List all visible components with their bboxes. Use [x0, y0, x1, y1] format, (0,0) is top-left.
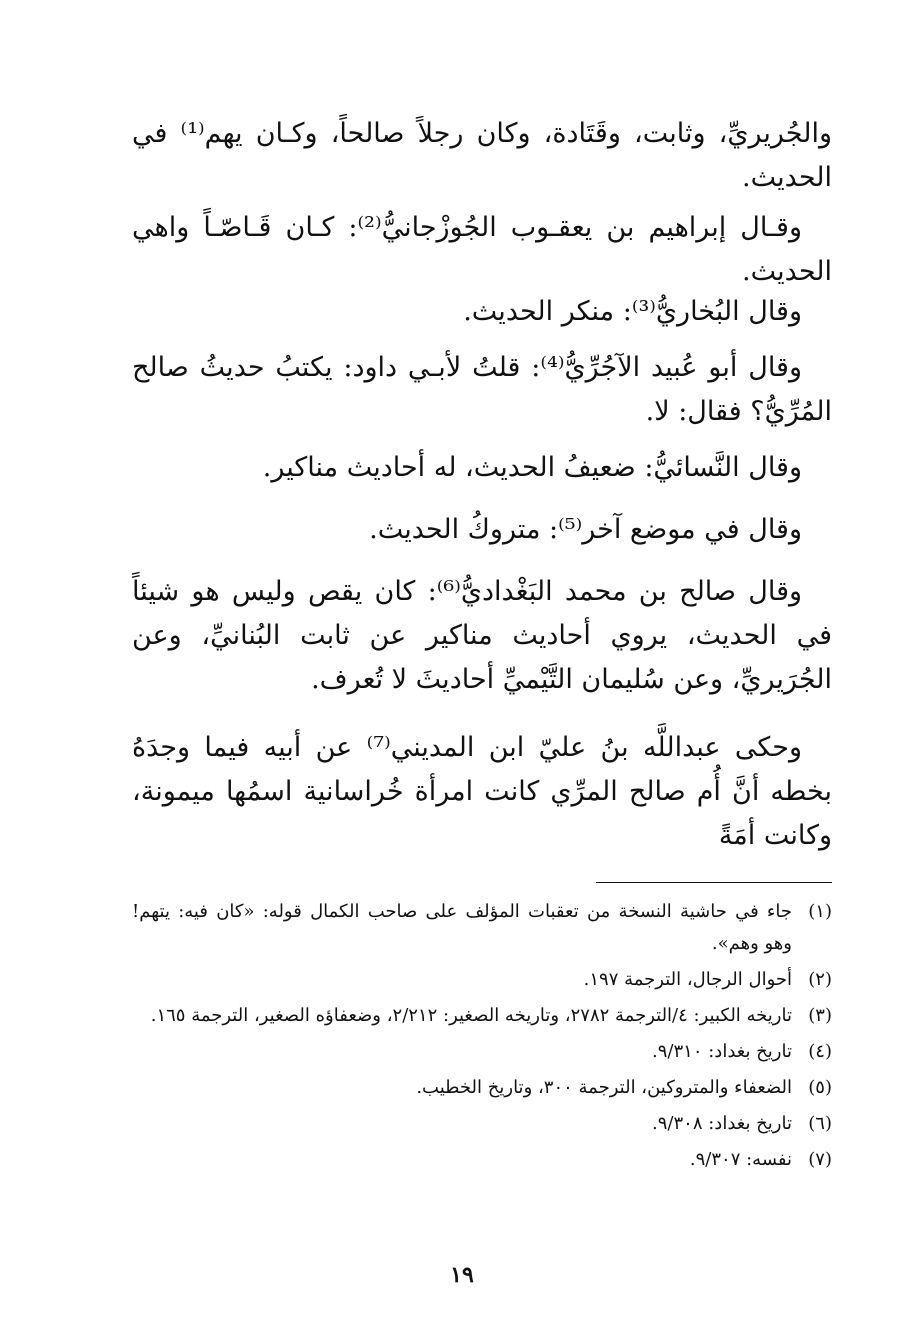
paragraph-text: والجُريريِّ، وثابت، وقَتَادة، وكان رجلاً صالحاً، وكـان يهم⁽¹⁾ في الحديث. — [132, 118, 833, 193]
paragraph-2 — [132, 206, 832, 294]
paragraph-text: وقال أبو عُبيد الآجُرِّيُّ⁽⁴⁾: قلتُ لأبـي داود: يكتبُ حديثُ صالح المُرِّيُّ؟ فقال: لا. — [132, 352, 832, 427]
footnote-4 — [132, 1036, 832, 1068]
footnote-1 — [132, 896, 832, 960]
paragraph-text: وحكى عبداللَّه بنُ عليّ ابن المديني⁽⁷⁾ عن أبيه فيما وجدَهُ بخطه أنَّ أُم صالح المرِّي كانت امرأة خُراسانية اسمُها ميمونة، وكانت أمَةً — [132, 732, 832, 851]
paragraph-text: وقال في موضع آخر⁽⁵⁾: متروكُ الحديث. — [369, 514, 802, 545]
footnote-text: تاريخ بغداد: ٩/٣١٠. — [652, 1041, 792, 1062]
footnote-text: الضعفاء والمتروكين، الترجمة ٣٠٠، وتاريخ الخطيب. — [416, 1077, 792, 1098]
footnote-text: أحوال الرجال، الترجمة ١٩٧. — [583, 969, 792, 990]
footnote-5 — [132, 1072, 832, 1104]
footnote-divider — [596, 882, 832, 883]
paragraph-8 — [132, 726, 832, 858]
paragraph-text: وقال النَّسائيُّ: ضعيفُ الحديث، له أحاديث مناكير. — [262, 452, 802, 483]
paragraph-5 — [132, 446, 832, 490]
paragraph-1 — [132, 112, 832, 200]
footnote-number: (٥) — [808, 1077, 832, 1098]
footnote-number: (٣) — [808, 1005, 832, 1026]
paragraph-text: وقال صالح بن محمد البَغْداديُّ⁽⁶⁾: كان يقص وليس هو شيئاً في الحديث، يروي أحاديث مناكير عن ثابت البُنانيِّ، وعن الجُرَيريِّ، وعن سُليمان التَّيْميِّ أحاديثَ لا تُعرف. — [132, 576, 832, 695]
footnote-3 — [132, 1000, 832, 1032]
footnote-2 — [132, 964, 832, 996]
footnote-text: نفسه: ٩/٣٠٧. — [689, 1149, 792, 1170]
paragraph-6 — [132, 508, 832, 552]
paragraph-7 — [132, 570, 832, 702]
footnote-text: تاريخه الكبير: ٤/الترجمة ٢٧٨٢، وتاريخه الصغير: ٢/٢١٢، وضعفاؤه الصغير، الترجمة ١٦٥. — [150, 1005, 792, 1026]
page-number: ١٩ — [450, 1262, 474, 1288]
footnote-number: (٢) — [808, 969, 832, 990]
footnote-6 — [132, 1108, 832, 1140]
paragraph-text: وقال البُخاريُّ⁽³⁾: منكر الحديث. — [463, 296, 802, 327]
paragraph-3 — [132, 290, 832, 334]
footnotes-section — [132, 896, 832, 1180]
paragraph-4 — [132, 346, 832, 434]
footnote-number: (١) — [808, 901, 832, 922]
footnote-7 — [132, 1144, 832, 1176]
footnote-number: (٧) — [808, 1149, 832, 1170]
footnote-text: جاء في حاشية النسخة من تعقبات المؤلف على صاحب الكمال قوله: «كان فيه: يتهم! وهو وهم». — [132, 901, 792, 954]
footnote-text: تاريخ بغداد: ٩/٣٠٨. — [652, 1113, 792, 1134]
footnote-number: (٤) — [808, 1041, 832, 1062]
footnote-number: (٦) — [808, 1113, 832, 1134]
paragraph-text: وقـال إبراهيم بن يعقـوب الجُوزْجانيُّ⁽²⁾: كـان قَـاصّـاً واهي الحديث. — [132, 212, 832, 287]
